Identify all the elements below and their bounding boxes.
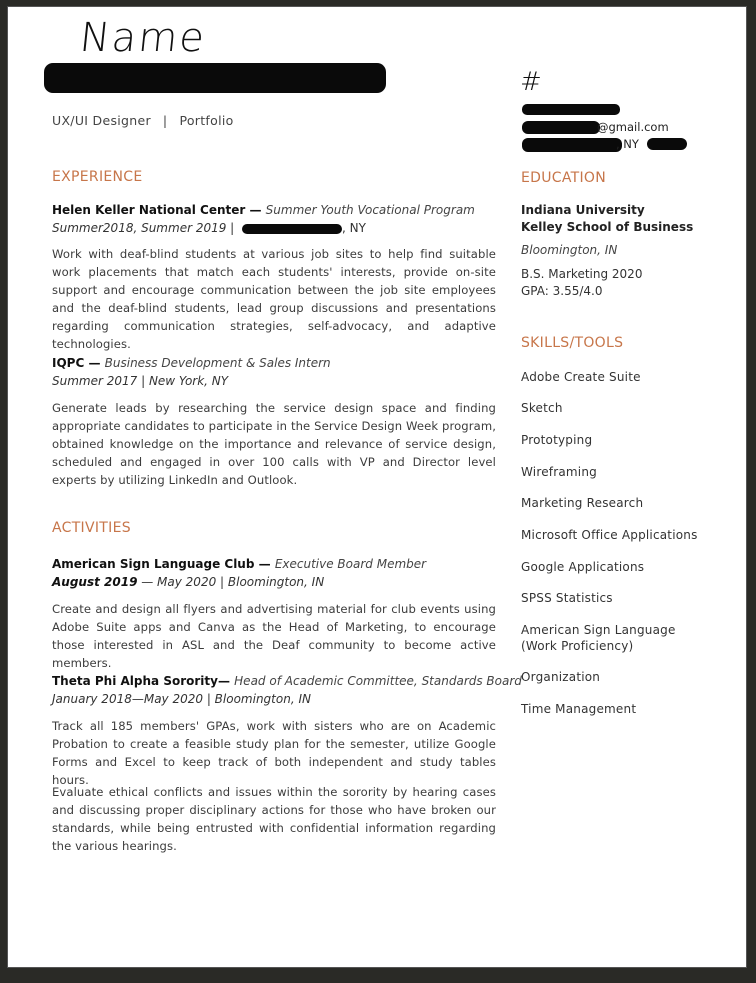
activity-1-meta-rest: — May 2020 | Bloomington, IN <box>137 575 325 589</box>
activity-1-meta <box>52 575 324 589</box>
activity-2-org: Theta Phi Alpha Sorority— <box>52 674 230 688</box>
job-1-location: , NY <box>342 221 366 235</box>
job-2-title <box>52 356 331 370</box>
education-school-2: Kelley School of Business <box>521 220 694 234</box>
skill-item: Adobe Create Suite <box>521 370 641 384</box>
education-location: Bloomington, IN <box>521 243 618 257</box>
skill-item: Microsoft Office Applications <box>521 528 698 542</box>
activity-1-role: Executive Board Member <box>274 557 427 571</box>
skill-item: Marketing Research <box>521 496 644 510</box>
job-1-title <box>52 203 475 217</box>
email-suffix: @gmail.com <box>597 120 669 134</box>
activity-2-role: Head of Academic Committee, Standards Board <box>234 674 522 688</box>
redacted-email-user <box>522 121 600 134</box>
redacted-job-1-city <box>242 224 342 234</box>
job-1-meta <box>52 221 366 235</box>
job-title: UX/UI Designer <box>52 113 151 128</box>
job-2-org: IQPC — <box>52 356 101 370</box>
education-heading: EDUCATION <box>521 170 607 186</box>
activity-1-title <box>52 557 426 571</box>
activity-1-description: Create and design all flyers and advertising material for club events using Adobe Suite apps and Canva as the Head of Marketing, to encourage those interested in ASL and the Deaf community to become active members. <box>52 602 496 670</box>
skill-item: Prototyping <box>521 433 593 447</box>
skill-item: SPSS Statistics <box>521 591 613 605</box>
subtitle-line <box>52 113 234 128</box>
skill-item: Time Management <box>521 702 637 716</box>
job-1-description: Work with deaf-blind students at various job sites to help find suitable work placements that match each students' interests, provide on-site support and encourage communication between the job site employees and the deaf-blind students, lead group discussions and presentations regarding communication strategies, self-advocacy, and adaptive technologies. <box>52 247 496 351</box>
education-gpa: GPA: 3.55/4.0 <box>521 284 603 298</box>
job-1-dates: Summer2018, Summer 2019 | <box>52 221 235 235</box>
redacted-name <box>44 63 386 93</box>
skill-item-sub: (Work Proficiency) <box>521 639 634 653</box>
portfolio-link[interactable]: Portfolio <box>179 113 234 128</box>
job-1-role: Summer Youth Vocational Program <box>265 203 475 217</box>
skill-item: Google Applications <box>521 560 645 574</box>
activity-1-org: American Sign Language Club — <box>52 557 271 571</box>
skill-item: American Sign Language <box>521 623 676 637</box>
contact-hash: # <box>520 67 542 97</box>
skill-item: Sketch <box>521 401 563 415</box>
activity-2-title <box>52 674 522 688</box>
activities-heading: ACTIVITIES <box>52 520 131 536</box>
redacted-phone <box>522 104 620 115</box>
redacted-zip <box>647 138 687 150</box>
activity-1-start: August 2019 <box>52 575 138 589</box>
activity-2-description-1: Track all 185 members' GPAs, work with sisters who are on Academic Probation to create a feasible study plan for the semester, utilize Google Forms and Excel to keep track of both independent and study tables hours. <box>52 719 496 787</box>
job-2-meta: Summer 2017 | New York, NY <box>52 374 229 388</box>
activity-2-description-2: Evaluate ethical conflicts and issues within the sorority by hearing cases and discussing proper disciplinary actions for those who have broken our standards, while being entrusted with confidential information regarding the various hearings. <box>52 785 496 853</box>
job-2-description: Generate leads by researching the service design space and finding appropriate candidates to participate in the Service Design Week program, obtained knowledge on the importance and relevance of service design, scheduled and engaged in over 100 calls with VP and Director level experts by utilizing LinkedIn and Outlook. <box>52 401 496 487</box>
resume-page <box>7 6 747 968</box>
job-1-org: Helen Keller National Center — <box>52 203 262 217</box>
redacted-address <box>522 138 622 152</box>
experience-heading: EXPERIENCE <box>52 169 143 185</box>
skill-item: Wireframing <box>521 465 597 479</box>
subtitle-separator: | <box>162 113 168 128</box>
education-degree: B.S. Marketing 2020 <box>521 267 643 281</box>
skill-item: Organization <box>521 670 601 684</box>
handwritten-name: Name <box>77 15 209 61</box>
job-2-role: Business Development & Sales Intern <box>104 356 331 370</box>
activity-2-meta: January 2018—May 2020 | Bloomington, IN <box>52 692 311 706</box>
education-school-1: Indiana University <box>521 203 645 217</box>
skills-heading: SKILLS/TOOLS <box>521 335 624 351</box>
location-fragment: , NY <box>616 137 639 151</box>
